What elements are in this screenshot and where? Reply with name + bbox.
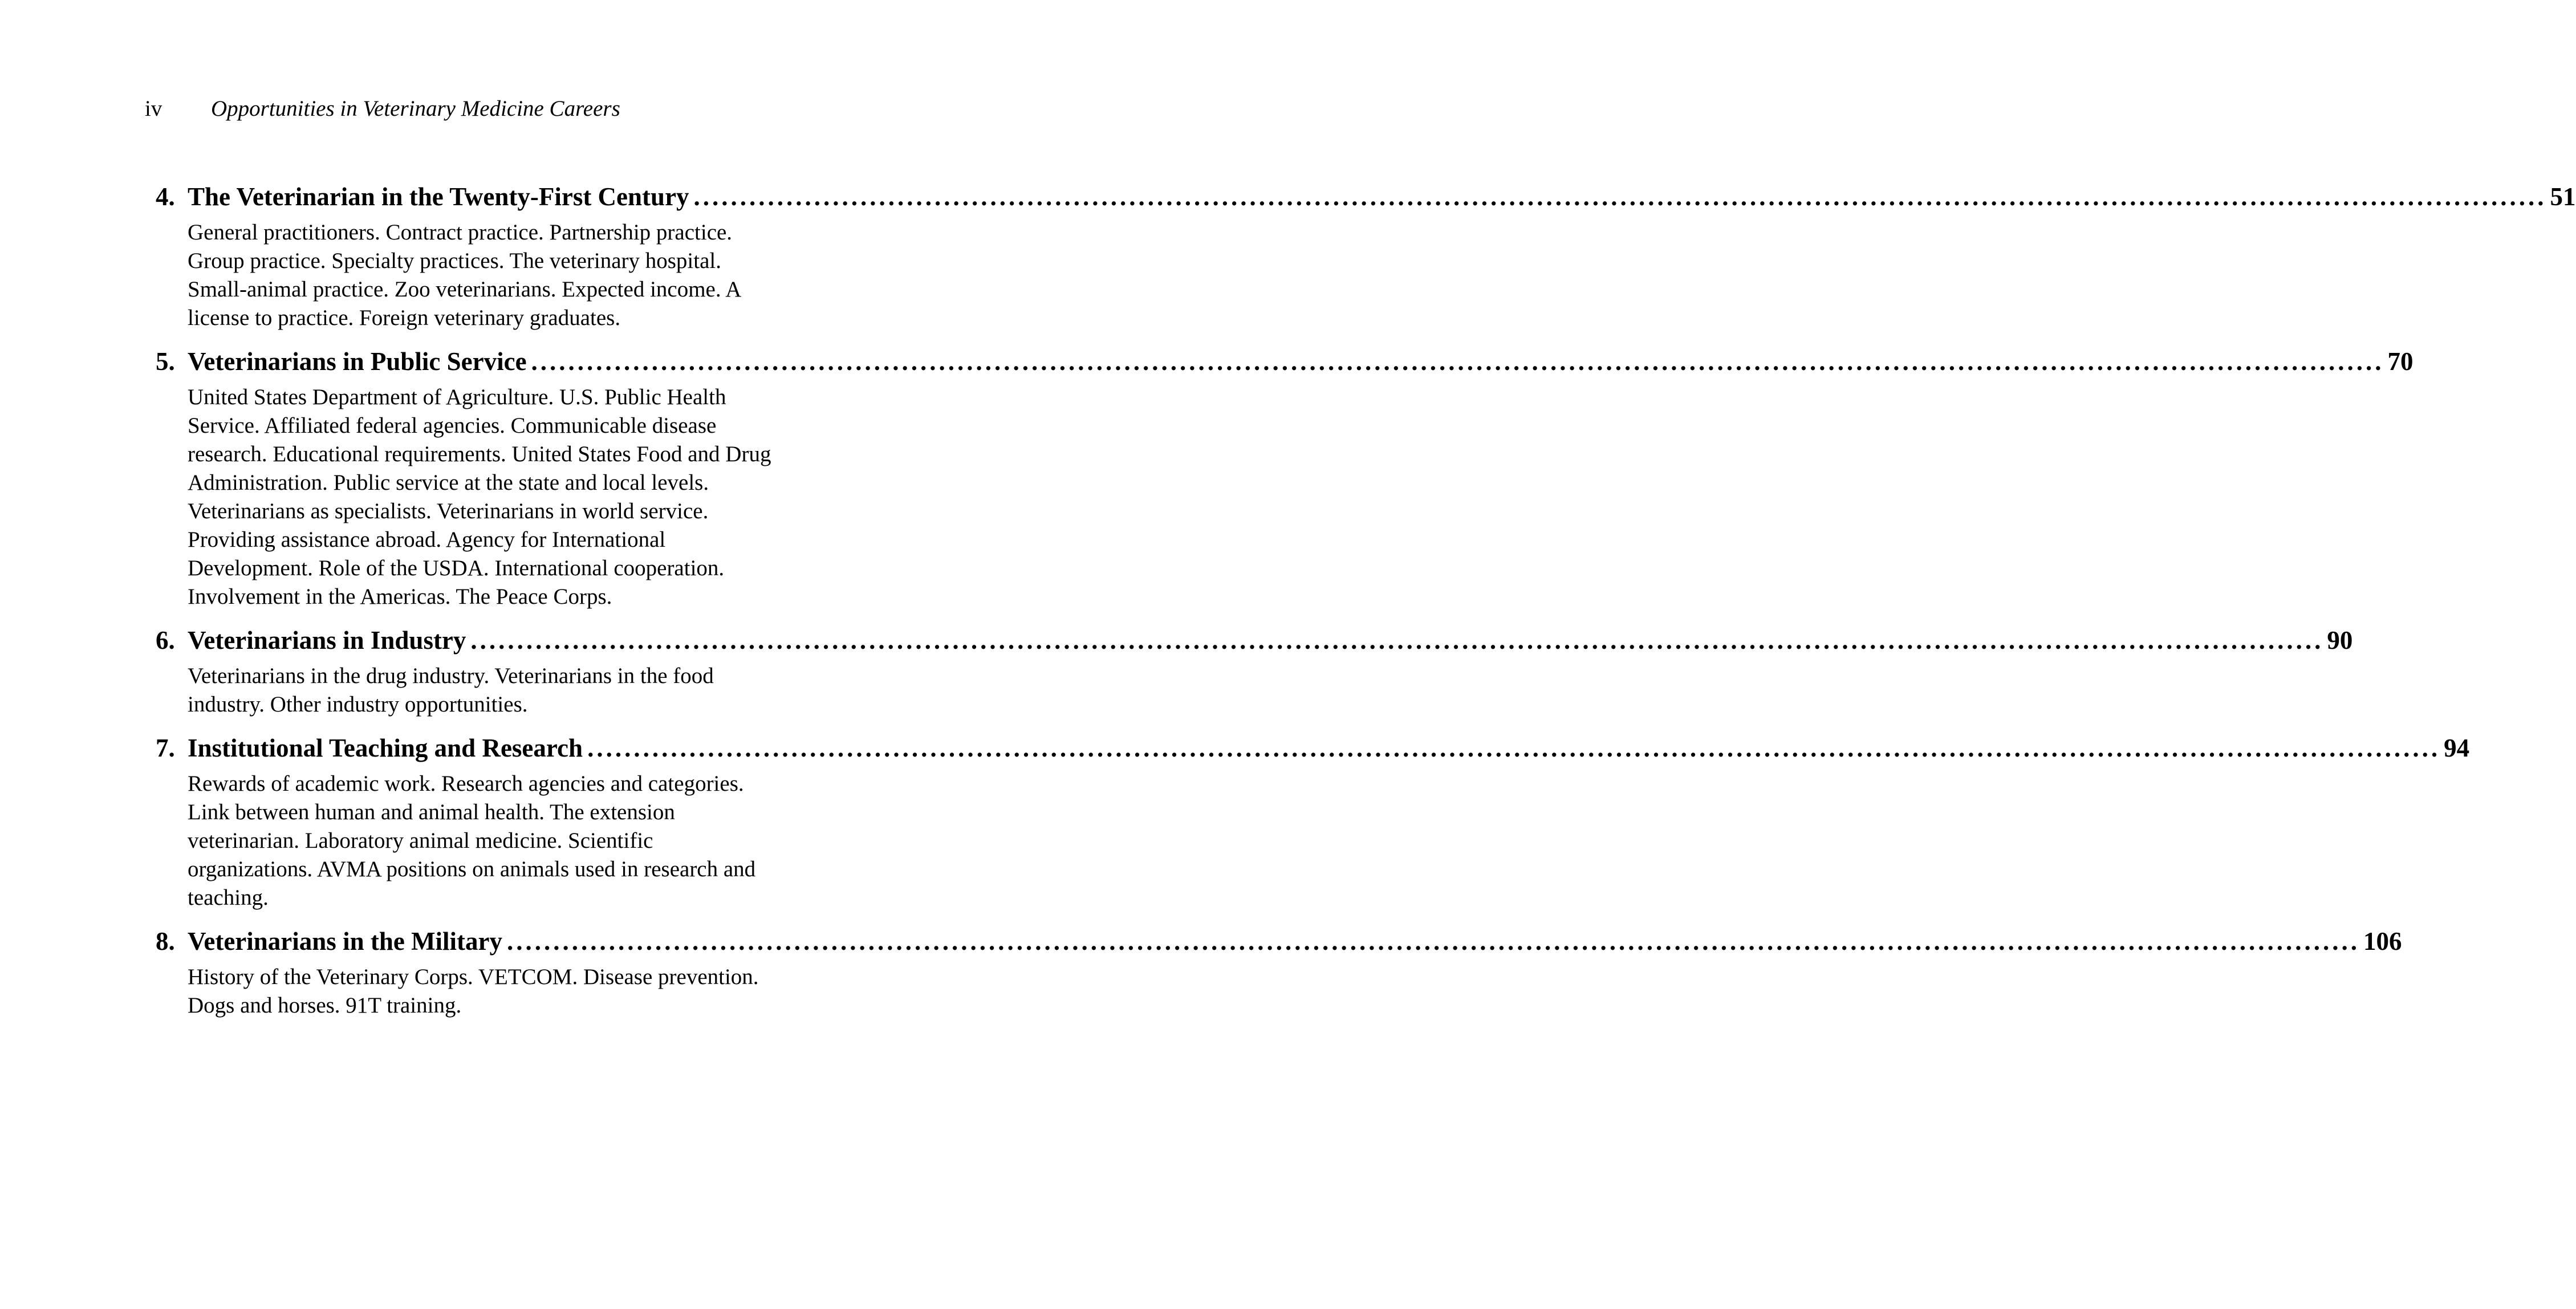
chapter-number: 7. [156, 734, 175, 762]
chapter-number: 4. [156, 182, 175, 211]
running-head [145, 95, 772, 123]
chapter-number: 5. [156, 347, 175, 376]
chapter-title: Veterinarians in the Military [188, 927, 503, 956]
toc-entry [156, 731, 2470, 912]
page-number: 106 [2363, 927, 2402, 956]
chapter-description: History of the Veterinary Corps. VETCOM. Disease prevention. Dogs and horses. 91T training. [188, 965, 759, 1018]
chapter-description: General practitioners. Contract practice. Partnership practice. Group practice. Specialty practices. The veterinary hospital. Small-animal practice. Zoo veterinarians. Expected income. A license to practice. Foreign veterinary graduates. [188, 220, 741, 330]
dot-leader: ........................................................................................................................................................................................................ [470, 626, 2324, 654]
page-number: 94 [2444, 734, 2470, 762]
page-number: 90 [2327, 626, 2353, 654]
table-of-contents [156, 180, 2576, 1032]
toc-entry [156, 344, 2414, 611]
running-head-title: Opportunities in Veterinary Medicine Careers [211, 96, 620, 121]
toc-entry [156, 623, 2353, 719]
page-number: 70 [2387, 347, 2414, 376]
chapter-title: Institutional Teaching and Research [188, 734, 583, 762]
page-number: 51 [2550, 182, 2576, 211]
dot-leader: ........................................................................................................................................................................................................ [587, 734, 2441, 762]
toc-entry-heading [156, 623, 2353, 657]
toc-entry-heading [156, 180, 2576, 214]
toc-entry-heading [156, 924, 2402, 958]
chapter-description: Veterinarians in the drug industry. Veterinarians in the food industry. Other industry opportunities. [188, 664, 714, 717]
chapter-title: Veterinarians in Industry [188, 626, 466, 654]
toc-entry-heading [156, 344, 2414, 379]
chapter-number: 8. [156, 927, 175, 956]
chapter-title: The Veterinarian in the Twenty-First Century [188, 182, 689, 211]
dot-leader: ........................................................................................................................................................................................................ [531, 347, 2384, 376]
chapter-description: Rewards of academic work. Research agencies and categories. Link between human and animal health. The extension veterinarian. Laboratory animal medicine. Scientific organizations. AVMA positions on animals used in research and teaching. [188, 771, 756, 910]
dot-leader: ........................................................................................................................................................................................................ [507, 927, 2360, 956]
toc-entry [156, 924, 2402, 1020]
page-folio: iv [145, 96, 162, 121]
toc-entry-heading [156, 731, 2470, 765]
toc-entry [156, 180, 2576, 332]
chapter-number: 6. [156, 626, 175, 654]
chapter-title: Veterinarians in Public Service [188, 347, 527, 376]
chapter-description: United States Department of Agriculture. U.S. Public Health Service. Affiliated federal agencies. Communicable disease research. Educational requirements. United States Food and Drug Administration. Public service at the state and local levels. Veterinarians as specialists. Veterinarians in world service. Providing assistance abroad. Agency for International Development. Role of the USDA. International cooperation. Involvement in the Americas. The Peace Corps. [188, 385, 771, 609]
dot-leader: ........................................................................................................................................................................................................ [693, 182, 2547, 211]
